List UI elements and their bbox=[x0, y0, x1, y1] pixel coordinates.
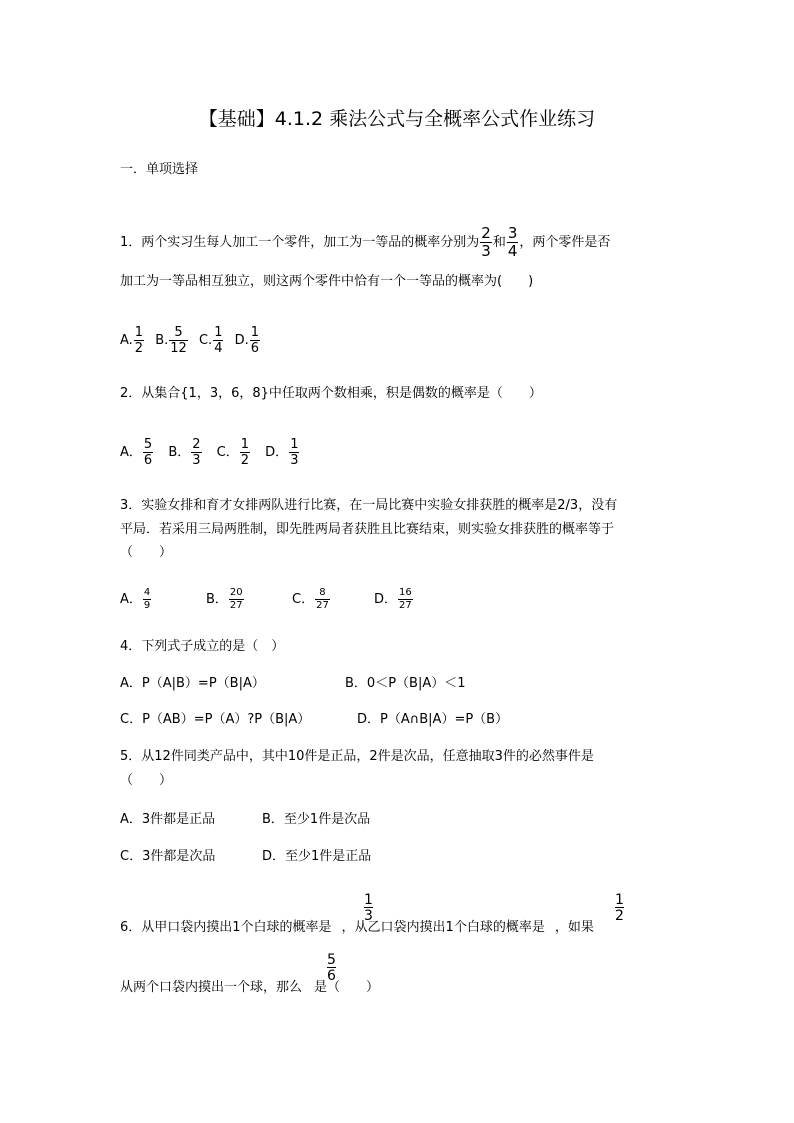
fraction: $\frac{2}{3}$ bbox=[192, 437, 201, 468]
question-1-line-1: 1．两个实习生每人加工一个零件，加工为一等品的概率分别为 $\frac{2}{3}$ 和 $\frac{3}{4}$ ，两个零件是否 bbox=[120, 224, 611, 260]
fraction: $\frac{1}{2}$ bbox=[240, 437, 250, 468]
question-6-line-2: 从两个口袋内摸出一个球，那么 是（ ） bbox=[120, 980, 380, 995]
question-4-option-b: B．0＜P（B|A）＜1 bbox=[345, 676, 466, 691]
option-b: B． $\frac{20}{27}$ bbox=[206, 587, 243, 611]
option-d: D. $\frac{1}{6}$ bbox=[234, 325, 260, 356]
question-5-line-2: （ ） bbox=[120, 773, 173, 788]
option-b: B. $\frac{5}{12}$ bbox=[155, 325, 187, 356]
option-a: A． $\frac{5}{6}$ bbox=[120, 437, 153, 468]
fraction: 1 2 bbox=[615, 892, 624, 924]
question-2-options bbox=[120, 438, 306, 467]
fraction: $\frac{5}{6}$ bbox=[143, 437, 153, 468]
question-1-text: 1．两个实习生每人加工一个零件，加工为一等品的概率分别为 bbox=[120, 235, 480, 250]
question-6-line-1: 6．从甲口袋内摸出1个白球的概率是 ，从乙口袋内摸出1个白球的概率是 ，如果 bbox=[120, 920, 594, 935]
page-title: 【基础】4.1.2 乘法公式与全概率公式作业练习 bbox=[198, 108, 596, 130]
question-4-option-d: D．P（A∩B|A）=P（B） bbox=[357, 712, 509, 727]
question-5-option-c: C．3件都是次品 bbox=[120, 849, 216, 864]
fraction: 5 6 bbox=[327, 952, 336, 984]
fraction: $\frac{1}{6}$ bbox=[250, 325, 260, 356]
question-4-option-a: A．P（A|B）=P（B|A） bbox=[120, 676, 265, 691]
question-3-line-1: 3．实验女排和育才女排两队进行比赛，在一局比赛中实验女排获胜的概率是2/3，没有 bbox=[120, 498, 618, 513]
fraction: 1 3 bbox=[364, 892, 373, 924]
section-heading: 一．单项选择 bbox=[120, 162, 199, 177]
fraction: $\frac{5}{12}$ bbox=[170, 325, 187, 356]
question-5-option-b: B．至少1件是次品 bbox=[262, 812, 371, 827]
fraction: $\frac{1}{4}$ bbox=[214, 325, 223, 356]
fraction: $\frac{20}{27}$ bbox=[229, 587, 243, 611]
option-a: A. $\frac{1}{2}$ bbox=[120, 325, 144, 356]
question-5-option-a: A．3件都是正品 bbox=[120, 812, 216, 827]
question-2-text: 2．从集合{1，3，6，8}中任取两个数相乘，积是偶数的概率是（ ） bbox=[120, 386, 542, 401]
option-c: C． $\frac{1}{2}$ bbox=[216, 437, 250, 468]
option-a: A． $\frac{4}{9}$ bbox=[120, 587, 151, 611]
question-4-text: 4．下列式子成立的是（ ） bbox=[120, 639, 285, 654]
question-3-options bbox=[120, 588, 414, 611]
question-1-line-2: 加工为一等品相互独立，则这两个零件中恰有一个一等品的概率为( ) bbox=[120, 274, 534, 289]
fraction: $\frac{1}{3}$ bbox=[290, 437, 299, 468]
fraction: $\frac{4}{9}$ bbox=[143, 587, 151, 611]
question-3-line-3: （ ） bbox=[120, 545, 173, 560]
fraction: $\frac{3}{4}$ bbox=[507, 224, 518, 260]
fraction: $\frac{16}{27}$ bbox=[399, 587, 412, 611]
fraction: $\frac{1}{2}$ bbox=[134, 325, 144, 356]
option-d: D． $\frac{1}{3}$ bbox=[265, 437, 299, 468]
option-c: C. $\frac{1}{4}$ bbox=[198, 325, 223, 356]
fraction: $\frac{8}{27}$ bbox=[316, 587, 329, 611]
question-5-option-d: D．至少1件是正品 bbox=[262, 849, 372, 864]
fraction: $\frac{2}{3}$ bbox=[481, 224, 491, 260]
option-d: D． $\frac{16}{27}$ bbox=[374, 587, 412, 611]
option-c: C． $\frac{8}{27}$ bbox=[292, 587, 329, 611]
question-3-line-2: 平局．若采用三局两胜制，即先胜两局者获胜且比赛结束，则实验女排获胜的概率等于 bbox=[120, 522, 615, 537]
question-5-line-1: 5．从12件同类产品中，其中10件是正品，2件是次品，任意抽取3件的必然事件是 bbox=[120, 749, 594, 764]
question-4-option-c: C．P（AB）=P（A）?P（B|A） bbox=[120, 712, 311, 727]
option-b: B． $\frac{2}{3}$ bbox=[168, 437, 201, 468]
question-1-options bbox=[120, 326, 267, 355]
